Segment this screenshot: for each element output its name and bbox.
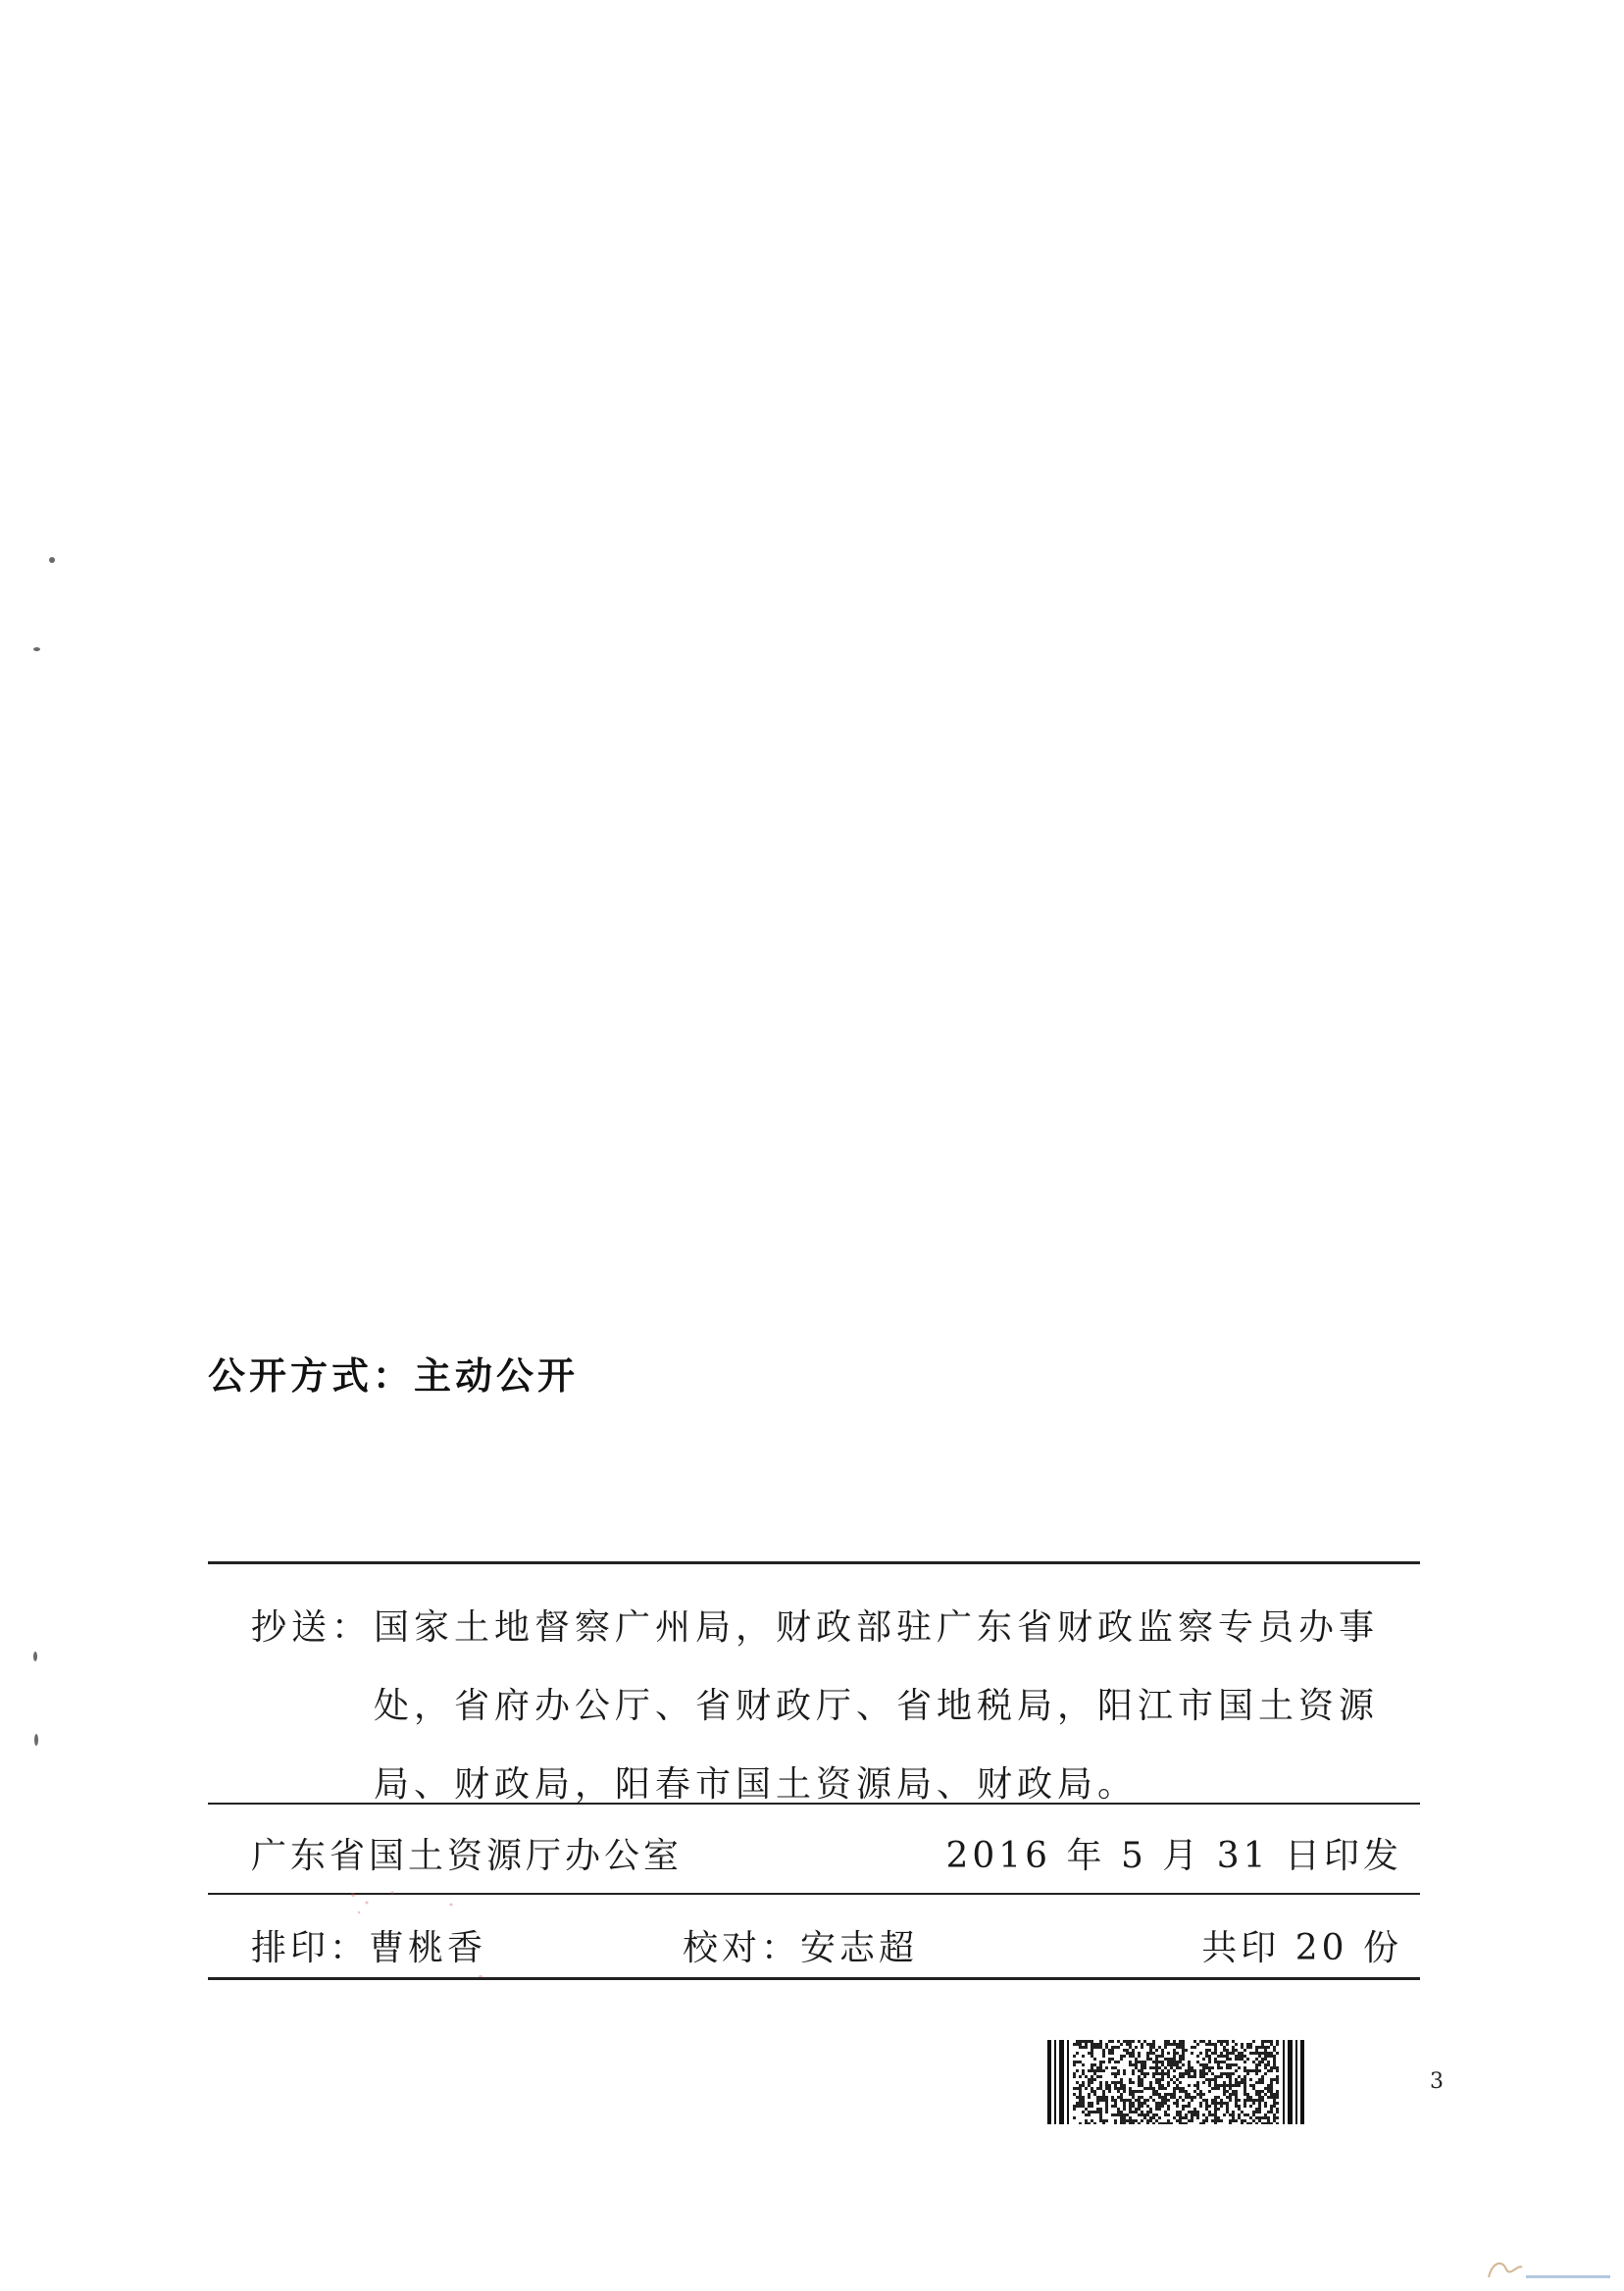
top-rule [208,1561,1420,1564]
scan-speck [49,557,55,563]
scan-speck [34,1734,38,1746]
cc-line: 局、财政局，阳春市国土资源局、财政局。 [374,1764,1139,1805]
proofreader: 校对：安志超 [683,1928,919,1968]
typesetter: 排印：曹桃香 [251,1928,487,1968]
copy-count: 共印 20 份 [1201,1928,1402,1968]
site-logo-watermark [1483,2256,1614,2285]
cc-line: 处，省府办公厅、省财政厅、省地税局，阳江市国土资源 [374,1686,1380,1726]
issuing-office: 广东省国土资源厅办公室 [251,1836,684,1876]
bottom-rule [208,1977,1420,1980]
cc-line: 国家土地督察广州局，财政部驻广东省财政监察专员办事 [374,1607,1380,1648]
staff-row [251,1920,1408,1979]
middle-rule [208,1803,1420,1805]
disclosure-method: 公开方式：主动公开 [208,1354,580,1398]
barcode-image [1047,2040,1304,2124]
issuer-row [251,1828,1408,1887]
issue-date: 2016 年 5 月 31 日印发 [945,1836,1402,1876]
scan-speck [33,647,40,651]
page-number: 3 [1430,2069,1444,2094]
cc-label: 抄送： [251,1607,373,1648]
scan-speck [33,1652,37,1661]
